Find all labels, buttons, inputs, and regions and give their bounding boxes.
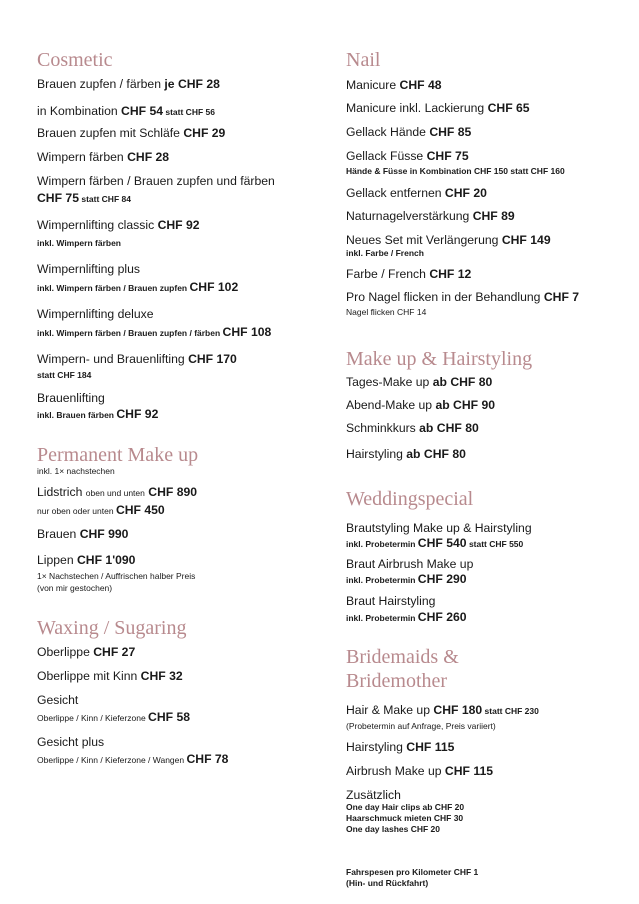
cosmetic-item-9-note: statt CHF 184 bbox=[37, 370, 92, 380]
bride-heading-line-2: Bridemother bbox=[346, 670, 448, 692]
makeup-item-3: Schminkkurs ab CHF 80 bbox=[346, 421, 479, 435]
pmu-item-4: Lippen CHF 1'090 bbox=[37, 553, 136, 567]
pmu-item-1: Lidstrich oben und unten CHF 890 bbox=[37, 485, 198, 499]
wedding-item-1-price: inkl. Probetermin CHF 540 statt CHF 550 bbox=[346, 536, 524, 550]
waxing-item-4-price: Oberlippe / Kinn / Kieferzone / Wangen CHF 78 bbox=[37, 752, 229, 766]
nail-item-5: Gellack entfernen CHF 20 bbox=[346, 186, 487, 200]
waxing-item-3-price: Oberlippe / Kinn / Kieferzone CHF 58 bbox=[37, 710, 191, 724]
makeup-item-1: Tages-Make up ab CHF 80 bbox=[346, 375, 493, 389]
nail-item-7: Neues Set mit Verlängerung CHF 149 bbox=[346, 233, 551, 247]
makeup-heading: Make up & Hairstyling bbox=[346, 348, 533, 370]
nail-item-4: Gellack Füsse CHF 75 bbox=[346, 149, 469, 163]
nail-item-1: Manicure CHF 48 bbox=[346, 78, 442, 92]
nail-item-4-note: Hände & Füsse in Kombination CHF 150 statt CHF 160 bbox=[346, 166, 565, 176]
wedding-item-3-price: inkl. Probetermin CHF 260 bbox=[346, 610, 467, 624]
nail-item-7-note: inkl. Farbe / French bbox=[346, 248, 424, 258]
cosmetic-item-6: Wimpernlifting classic CHF 92 bbox=[37, 218, 200, 232]
travel-line-2: (Hin- und Rückfahrt) bbox=[346, 878, 429, 888]
cosmetic-item-8-price: inkl. Wimpern färben / Brauen zupfen / färben CHF 108 bbox=[37, 325, 272, 339]
cosmetic-item-5-price: CHF 75 statt CHF 84 bbox=[37, 191, 131, 205]
cosmetic-item-2: in Kombination CHF 54 statt CHF 56 bbox=[37, 104, 215, 118]
nail-heading: Nail bbox=[346, 49, 381, 71]
bride-item-1-note: (Probetermin auf Anfrage, Preis variiert) bbox=[346, 721, 496, 731]
travel-line-1: Fahrspesen pro Kilometer CHF 1 bbox=[346, 867, 479, 877]
cosmetic-item-6-note: inkl. Wimpern färben bbox=[37, 238, 121, 248]
nail-item-9: Pro Nagel flicken in der Behandlung CHF 7 bbox=[346, 290, 580, 304]
nail-item-6: Naturnagelverstärkung CHF 89 bbox=[346, 209, 515, 223]
nail-item-3: Gellack Hände CHF 85 bbox=[346, 125, 472, 139]
pmu-item-4-note-2: (von mir gestochen) bbox=[37, 583, 113, 593]
nail-item-8: Farbe / French CHF 12 bbox=[346, 267, 472, 281]
nail-item-2: Manicure inkl. Lackierung CHF 65 bbox=[346, 101, 530, 115]
wedding-item-3: Braut Hairstyling bbox=[346, 594, 436, 608]
waxing-item-4: Gesicht plus bbox=[37, 735, 105, 749]
pmu-item-3: Brauen CHF 990 bbox=[37, 527, 129, 541]
bride-item-4: Zusätzlich bbox=[346, 788, 401, 802]
cosmetic-item-4: Wimpern färben CHF 28 bbox=[37, 150, 170, 164]
pmu-note: inkl. 1× nachstechen bbox=[37, 466, 115, 476]
cosmetic-item-3: Brauen zupfen mit Schläfe CHF 29 bbox=[37, 126, 226, 140]
nail-item-9-note: Nagel flicken CHF 14 bbox=[346, 307, 427, 317]
cosmetic-item-9: Wimpern- und Brauenlifting CHF 170 bbox=[37, 352, 237, 366]
bride-item-1: Hair & Make up CHF 180 statt CHF 230 bbox=[346, 703, 539, 717]
bride-item-3: Airbrush Make up CHF 115 bbox=[346, 764, 494, 778]
cosmetic-item-10: Brauenlifting bbox=[37, 391, 105, 405]
wedding-item-1: Brautstyling Make up & Hairstyling bbox=[346, 521, 532, 535]
cosmetic-item-5: Wimpern färben / Brauen zupfen und färben bbox=[37, 174, 275, 188]
pmu-heading: Permanent Make up bbox=[37, 444, 199, 466]
cosmetic-item-7-price: inkl. Wimpern färben / Brauen zupfen CHF 102 bbox=[37, 280, 239, 294]
waxing-item-3: Gesicht bbox=[37, 693, 79, 707]
cosmetic-heading: Cosmetic bbox=[37, 49, 113, 71]
makeup-item-2: Abend-Make up ab CHF 90 bbox=[346, 398, 496, 412]
cosmetic-item-1: Brauen zupfen / färben je CHF 28 bbox=[37, 77, 220, 91]
cosmetic-item-7: Wimpernlifting plus bbox=[37, 262, 140, 276]
bride-extra-2: Haarschmuck mieten CHF 30 bbox=[346, 813, 464, 823]
pmu-item-2: nur oben oder unten CHF 450 bbox=[37, 503, 165, 517]
bride-extra-3: One day lashes CHF 20 bbox=[346, 824, 441, 834]
bride-item-2: Hairstyling CHF 115 bbox=[346, 740, 455, 754]
wedding-heading: Weddingspecial bbox=[346, 488, 474, 510]
cosmetic-item-8: Wimpernlifting deluxe bbox=[37, 307, 154, 321]
bride-extra-1: One day Hair clips ab CHF 20 bbox=[346, 802, 465, 812]
wedding-item-2: Braut Airbrush Make up bbox=[346, 557, 474, 571]
waxing-item-1: Oberlippe CHF 27 bbox=[37, 645, 136, 659]
bride-heading-line-1: Bridemaids & bbox=[346, 646, 459, 668]
waxing-heading: Waxing / Sugaring bbox=[37, 617, 187, 639]
cosmetic-item-10-price: inkl. Brauen färben CHF 92 bbox=[37, 407, 159, 421]
wedding-item-2-price: inkl. Probetermin CHF 290 bbox=[346, 572, 467, 586]
makeup-item-4: Hairstyling ab CHF 80 bbox=[346, 447, 466, 461]
waxing-item-2: Oberlippe mit Kinn CHF 32 bbox=[37, 669, 183, 683]
pmu-item-4-note-1: 1× Nachstechen / Auffrischen halber Preis bbox=[37, 571, 196, 581]
